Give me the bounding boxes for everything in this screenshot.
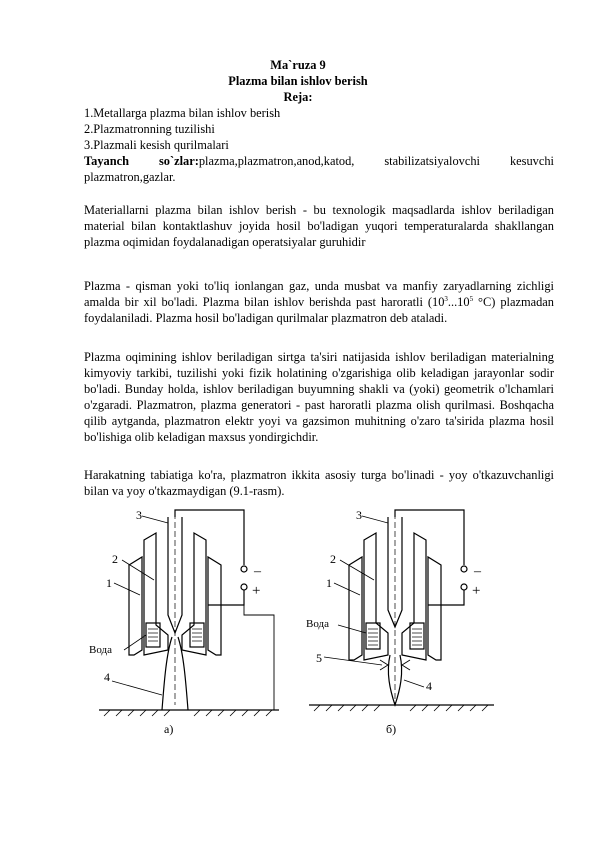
- plasmatron-a: [99, 510, 279, 716]
- wire-minus-a: [175, 510, 244, 565]
- lecture-number: Ma`ruza 9: [270, 58, 326, 72]
- plasmatron-figure: [84, 505, 504, 745]
- label-2-b: 2: [330, 552, 336, 566]
- label-2-a: 2: [112, 552, 118, 566]
- label-4-a: 4: [104, 670, 110, 684]
- label-4-b: 4: [426, 679, 432, 693]
- paragraph-4: Harakatning tabiatiga ko'ra, plazmatron ikkita asosiy turga bo'linadi - yoy o'tkazuvchanligi bilan va yoy o'tkazmaydigan (9.1-rasm).: [84, 468, 554, 498]
- label-plus-a: +: [252, 583, 261, 599]
- paragraph-1: Materiallarni plazma bilan ishlov berish - bu texnologik maqsadlarda ishlov beriladigan material bilan kontaktlashuv joyida hosil bo'ladigan yuqori temperaturalarda shakllangan plazma oqimidan foydalanadigan operatsiyalar guruhidir: [84, 203, 554, 249]
- housing-right-a: [208, 557, 221, 655]
- label-3-a: 3: [136, 508, 142, 522]
- label-1-b: 1: [326, 576, 332, 590]
- housing-right-b: [428, 557, 441, 660]
- label-minus-a: –: [254, 564, 261, 579]
- label-3-b: 3: [356, 508, 362, 522]
- plasmatron-b: [309, 510, 494, 711]
- label-water-b: Вода: [306, 618, 329, 630]
- plan-item-3: 3.Plazmali kesish qurilmalari: [84, 138, 229, 152]
- paragraph-2: [84, 279, 554, 327]
- paragraph-2-text-a: Plazma - qisman yoki to'liq ionlangan gaz, unda musbat va manfiy zaryadlarning zichligi amalda bir xil bo'ladi. Plazma bilan ishlov berishda past haroratli (10: [84, 279, 554, 309]
- label-plus-b: +: [472, 583, 481, 599]
- label-1-a: 1: [106, 576, 112, 590]
- lecture-title: Plazma bilan ishlov berish: [228, 74, 368, 88]
- caption-b: б): [386, 722, 397, 736]
- paragraph-2-text-b: ...10: [447, 294, 470, 309]
- plan-item-1: 1.Metallarga plazma bilan ishlov berish: [84, 106, 281, 120]
- label-water-a: Вода: [89, 644, 112, 656]
- paragraph-3: Plazma oqimining ishlov beriladigan sirtga ta'siri natijasida ishlov beriladigan materialning kimyoviy tarkibi, tuzilishi yoki fizik holatining o'zgarishiga olib keladigan jarayonlar sodir bo'ladi. Bunday holda, ishlov beriladigan buyumning shakli va (yoki) geometrik o'lchamlari o'zgaradi. Plazmatron, plazma generatori - past haroratli plazma olish qurilmasi. Boshqacha qilib aytganda, plazmatron elektr yoyi va gazsimon muhitning o'zaro ta'sirida plazma hosil bo'lishiga olib keladigan maxsus yondirgichdir.: [84, 350, 554, 444]
- caption-a: а): [164, 722, 174, 736]
- plasma-jet-a: [162, 637, 188, 710]
- wire-minus-b: [395, 510, 464, 565]
- label-minus-b: –: [474, 564, 481, 579]
- wire-plus-a: [208, 589, 244, 605]
- wire-plus-b: [428, 589, 464, 605]
- plan-item-2: 2.Plazmatronning tuzilishi: [84, 122, 215, 136]
- keywords: [84, 154, 554, 185]
- housing-left-b: [349, 557, 362, 660]
- paragraph-2-text-c: °C) plazmadan foydalaniladi. Plazma hosil bo'ladigan qurilmalar plazmatron deb ataladi.: [84, 294, 554, 325]
- exponent-2: 5: [469, 294, 474, 303]
- label-5-b: 5: [316, 651, 322, 665]
- keywords-text: plazma,plazmatron,anod,katod, stabilizatsiyalovchi kesuvchi plazmatron,gazlar.: [84, 154, 554, 184]
- plan-heading: Reja:: [283, 90, 313, 104]
- keywords-label: Tayanch so`zlar:: [84, 154, 199, 168]
- exponent-1: 3: [444, 294, 448, 303]
